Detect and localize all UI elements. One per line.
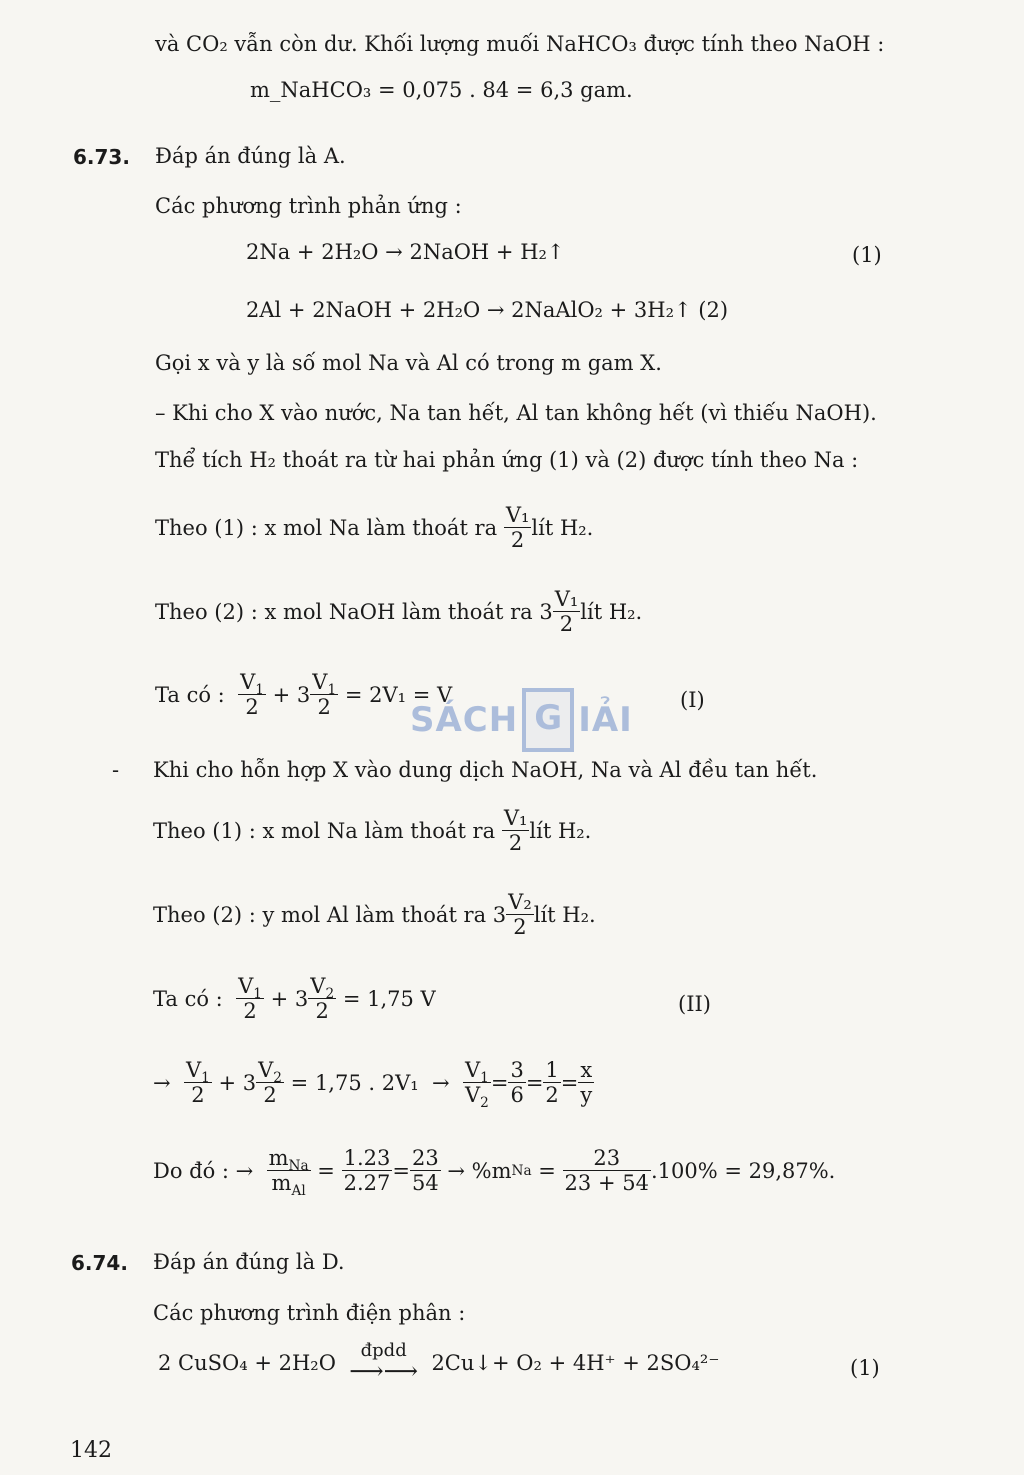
text: .100% = 29,87%. [650, 1158, 836, 1183]
answer-line: Đáp án đúng là A. [155, 144, 346, 168]
fraction-numerator: V₂ [508, 890, 532, 914]
text: Ta có : [153, 986, 223, 1011]
text-line: Các phương trình điện phân : [153, 1301, 466, 1325]
fraction [506, 890, 534, 939]
answer-line: Đáp án đúng là D. [153, 1250, 345, 1274]
text-line: Thể tích H₂ thoát ra từ hai phản ứng (1) và (2) được tính theo Na : [155, 448, 859, 472]
problem-number: 6.74. [71, 1251, 128, 1275]
formula-line: m_NaHCO₃ = 0,075 . 84 = 6,3 gam. [250, 78, 633, 102]
equation: 2Na + 2H₂O → 2NaOH + H₂↑ [246, 240, 565, 264]
fraction: $\frac{V_1}{2}$ [238, 974, 262, 1024]
equation: 2Al + 2NaOH + 2H₂O → 2NaAlO₂ + 3H₂↑ (2) [246, 298, 729, 322]
equation-tag: (I) [680, 688, 705, 712]
equation-row [153, 806, 591, 855]
equation-row: Do đó : → $\frac{m_{Na}}{m_{Al}}$ = $\frac{1.23}{2.27}$ = $\frac{23}{54}$ → %m Na = $\frac{23}{23 + 54}$ .100% = 29,87%. [153, 1146, 836, 1200]
equation-tag: (II) [678, 992, 711, 1016]
text: Theo (1) : x mol Na làm thoát ra [153, 818, 496, 843]
text: Theo (1) : x mol Na làm thoát ra [155, 515, 498, 540]
text: = 2V₁ = V [344, 682, 453, 707]
fraction: $\frac{V_1}{2}$ [312, 670, 337, 720]
problem-number: 6.73. [73, 145, 130, 169]
text-line: Khi cho hỗn hợp X vào dung dịch NaOH, Na và Al đều tan hết. [153, 758, 818, 782]
equation-row [155, 503, 593, 552]
fraction-denominator: 2 [508, 831, 523, 856]
text-line: Các phương trình phản ứng : [155, 194, 462, 218]
fraction [553, 587, 581, 636]
fraction-denominator: 2 [510, 528, 525, 553]
dash: - [112, 758, 120, 782]
text: = 1,75 V [342, 986, 436, 1011]
text: = 1,75 . 2V₁ [290, 1070, 419, 1095]
text: lít H₂. [533, 902, 596, 927]
watermark: SÁCH G IẢI [410, 688, 633, 752]
fraction: $\frac{23}{23 + 54}$ [564, 1146, 649, 1196]
fraction-numerator: V₁ [505, 503, 530, 527]
fraction [504, 503, 532, 552]
fraction: $\frac{V_1}{2}$ [240, 670, 264, 720]
equation-row: Ta có : $\frac{V_1}{2}$ + 3 $\frac{V_2}{2}$ = 1,75 V [153, 974, 436, 1024]
fraction-numerator: V₁ [554, 587, 579, 611]
text: 2 CuSO₄ + 2H₂O [158, 1350, 336, 1375]
text: Theo (2) : y mol Al làm thoát ra 3 [153, 902, 507, 927]
text: lít H₂. [580, 599, 643, 624]
fraction: $\frac{23}{54}$ [411, 1146, 439, 1196]
equation-row [155, 587, 642, 636]
equation-row [158, 1340, 719, 1385]
equation-tag: (1) [850, 1356, 880, 1380]
text-line: – Khi cho X vào nước, Na tan hết, Al tan không hết (vì thiếu NaOH). [155, 401, 877, 425]
fraction: $\frac{V_1}{2}$ [185, 1058, 210, 1108]
text-line: Gọi x và y là số mol Na và Al có trong m gam X. [155, 351, 662, 375]
text: Theo (2) : x mol NaOH làm thoát ra 3 [155, 599, 553, 624]
watermark-logo: SÁCH [410, 700, 519, 740]
equation-row: → $\frac{V_1}{2}$ + 3 $\frac{V_2}{2}$ = 1,75 . 2V₁ → $\frac{V_1}{V_2}$ = $\frac{3}{6}$ = $\frac{1}{2}$ = $\frac{x}{y}$ [153, 1058, 593, 1112]
text: Do đó : [153, 1158, 229, 1183]
fraction: $\frac{V_2}{2}$ [310, 974, 335, 1024]
text-line: và CO₂ vẫn còn dư. Khối lượng muối NaHCO₃ được tính theo NaOH : [155, 32, 885, 56]
fraction-denominator: 2 [513, 915, 527, 940]
text: lít H₂. [529, 818, 592, 843]
fraction-numerator: V₁ [503, 806, 528, 830]
reaction-arrow: đpdd ⟶⟶ [349, 1340, 419, 1385]
equation-tag: (1) [852, 243, 882, 267]
fraction [502, 806, 530, 855]
page-number: 142 [70, 1438, 112, 1463]
fraction-denominator: 2 [559, 612, 574, 637]
fraction: $\frac{V_2}{2}$ [258, 1058, 282, 1108]
text: 2Cu↓+ O₂ + 4H⁺ + 2SO₄²⁻ [431, 1350, 720, 1375]
text: lít H₂. [531, 515, 594, 540]
equation-row: Ta có : $\frac{V_1}{2}$ + 3 $\frac{V_1}{2}$ = 2V₁ = V [155, 670, 453, 720]
fraction: $\frac{1.23}{2.27}$ [343, 1146, 391, 1196]
equation-row [153, 890, 596, 939]
text: Ta có : [155, 682, 225, 707]
